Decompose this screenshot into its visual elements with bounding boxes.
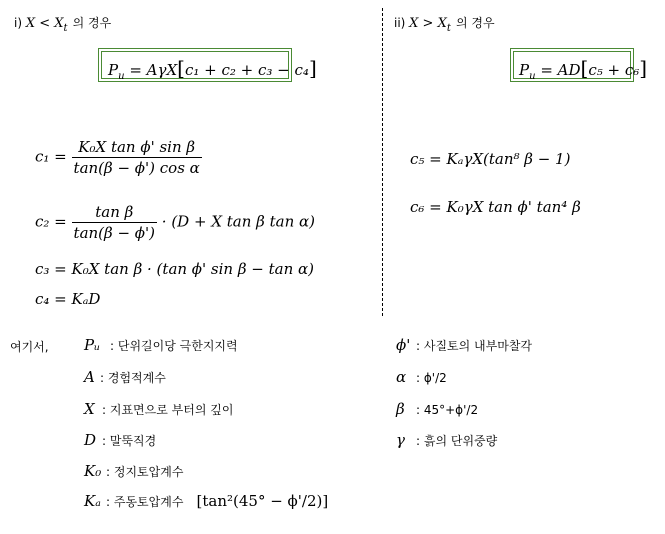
equation-c3: c₃ = K₀X tan β · (tan ϕ' sin β − tan α) bbox=[35, 260, 315, 278]
c2-denominator: tan(β − ϕ') bbox=[73, 224, 156, 242]
legend-item: X : 지표면으로 부터의 깊이 bbox=[84, 400, 234, 418]
legend-item: A : 경험적계수 bbox=[84, 368, 166, 386]
left-case-header: i) $X < X_t$ 의 경우 bbox=[14, 16, 112, 34]
legend-item: K₀ : 정지토압계수 bbox=[84, 462, 184, 480]
legend-heading: 여기서, bbox=[10, 340, 49, 354]
legend-item: ϕ' : 사질토의 내부마찰각 bbox=[396, 336, 533, 354]
equation-c5: c₅ = KₐγX(tan⁸ β − 1) bbox=[410, 150, 571, 168]
c1-denominator: tan(β − ϕ') cos α bbox=[73, 159, 200, 177]
pu-formula-box-left: $P_u = A\gamma X[c_1 + c_2 + c_3 - c_4]$ bbox=[101, 51, 289, 79]
c2-numerator: tan β bbox=[72, 203, 157, 223]
c1-numerator: K₀X tan ϕ' sin β bbox=[72, 138, 202, 158]
legend-item: Pᵤ : 단위길이당 극한지지력 bbox=[84, 336, 238, 354]
equation-c2: c₂ = $\frac{\text{tan β}}{\tan(\beta - \phi')}$ · (D + X tan β tan α) bbox=[35, 203, 315, 242]
section-divider bbox=[382, 8, 383, 316]
right-case-header: ii) $X > X_t$ 의 경우 bbox=[394, 16, 495, 34]
legend-item: γ : 흙의 단위중량 bbox=[396, 431, 498, 449]
equation-c6: c₆ = K₀γX tan ϕ' tan⁴ β bbox=[410, 198, 581, 216]
equation-c4: c₄ = KₐD bbox=[35, 290, 101, 308]
legend-item: α : ϕ'/2 bbox=[396, 368, 447, 386]
legend-item: Kₐ : 주동토압계수 [tan²(45° − ϕ'/2)] bbox=[84, 492, 329, 510]
legend-item: D : 말뚝직경 bbox=[84, 431, 157, 449]
legend-item: β : 45°+ϕ'/2 bbox=[396, 400, 479, 418]
equation-c1: c₁ = $\frac{\text{K₀X tan ϕ' sin β}}{\text{tan(β − ϕ') cos α}}$ bbox=[35, 138, 200, 177]
pu-formula-box-right: $P_u = AD[c_5 + c_6]$ bbox=[513, 51, 631, 79]
